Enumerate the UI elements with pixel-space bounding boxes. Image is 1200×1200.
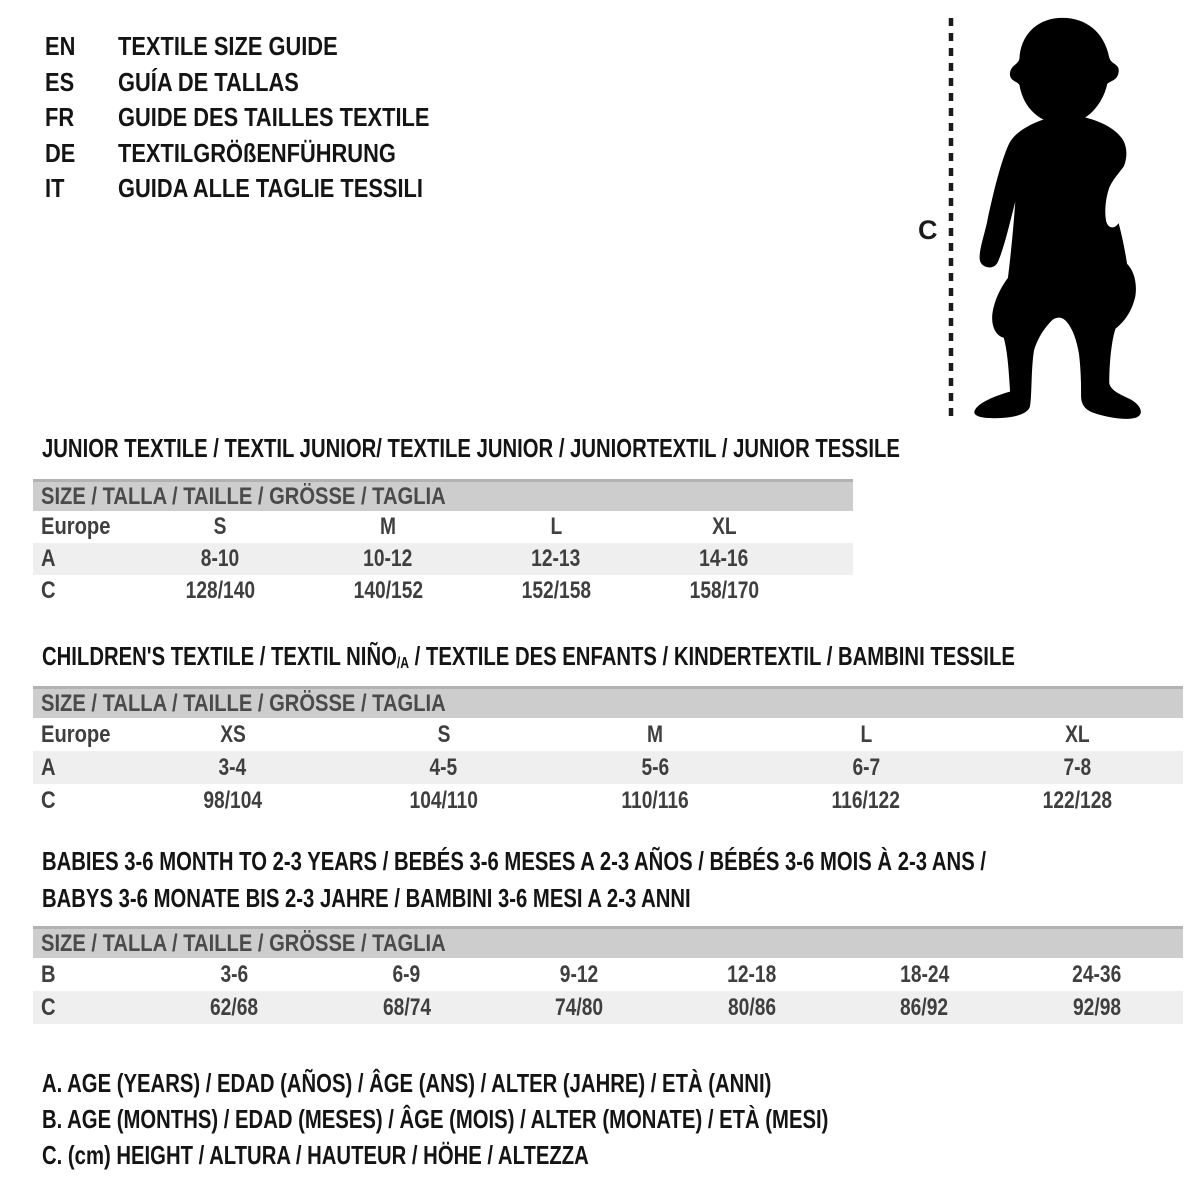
children-table-header: SIZE / TALLA / TAILLE / GRÖSSE / TAGLIA	[33, 686, 1183, 718]
children-size-table	[33, 686, 1183, 817]
babies-section-title: BABIES 3-6 MONTH TO 2-3 YEARS / BEBÉS 3-6 MESES A 2-3 AÑOS / BÉBÉS 3-6 MOIS À 2-3 ANS / BABYS 3-6 MONATE BIS 2-3 JAHRE / BAMBINI 3-6 MESI A 2-3 ANNI	[42, 846, 986, 913]
children-row-c: C 98/104 104/110 110/116 116/122 122/128	[41, 787, 1113, 814]
nino-a-subscript: /A	[396, 654, 410, 672]
babies-row-b: B 3-6 6-9 9-12 12-18 18-24 24-36	[41, 961, 1122, 988]
language-title-block	[45, 29, 489, 207]
lang-title-fr: GUIDE DES TAILLES TEXTILE	[118, 102, 430, 133]
footnote-a: A. AGE (YEARS) / EDAD (AÑOS) / ÂGE (ANS) / ALTER (JAHRE) / ETÀ (ANNI)	[42, 1068, 772, 1098]
lang-row-de	[45, 136, 489, 172]
lang-row-es	[45, 65, 489, 101]
lang-row-en	[45, 29, 489, 65]
children-row-europe: Europe XS S M L XL	[41, 721, 1090, 748]
lang-code-it: IT	[45, 173, 65, 204]
toddler-silhouette-icon	[962, 14, 1150, 420]
lang-code-es: ES	[45, 66, 75, 97]
footnote-b: B. AGE (MONTHS) / EDAD (MESES) / ÂGE (MOIS) / ALTER (MONATE) / ETÀ (MESI)	[42, 1104, 829, 1134]
footnotes-block	[42, 1065, 1050, 1173]
footnote-c: C. (cm) HEIGHT / ALTURA / HAUTEUR / HÖHE / ALTEZZA	[42, 1140, 589, 1170]
babies-size-table	[33, 926, 1183, 1024]
lang-code-en: EN	[45, 31, 76, 62]
junior-section-title: JUNIOR TEXTILE / TEXTIL JUNIOR/ TEXTILE JUNIOR / JUNIORTEXTIL / JUNIOR TESSILE	[42, 433, 900, 463]
junior-row-europe: Europe S M L XL	[41, 513, 737, 540]
lang-title-en: TEXTILE SIZE GUIDE	[118, 31, 338, 62]
lang-title-it: GUIDA ALLE TAGLIE TESSILI	[118, 173, 423, 204]
lang-title-de: TEXTILGRÖßENFÜHRUNG	[118, 137, 396, 168]
lang-row-it	[45, 171, 489, 207]
babies-row-c: C 62/68 68/74 74/80 80/86 86/92 92/98	[33, 991, 1183, 1024]
junior-size-table	[33, 479, 853, 607]
children-row-a: A 3-4 4-5 5-6 6-7 7-8	[33, 751, 1183, 784]
junior-table-header: SIZE / TALLA / TAILLE / GRÖSSE / TAGLIA	[33, 479, 853, 511]
babies-table-header: SIZE / TALLA / TAILLE / GRÖSSE / TAGLIA	[33, 926, 1183, 958]
children-section-title: CHILDREN'S TEXTILE / TEXTIL NIÑO/A / TEXTILE DES ENFANTS / KINDERTEXTIL / BAMBINI TESSILE	[42, 641, 1015, 672]
lang-row-fr	[45, 100, 489, 136]
lang-code-fr: FR	[45, 102, 75, 133]
lang-title-es: GUÍA DE TALLAS	[118, 66, 299, 97]
height-dotted-line-icon	[946, 16, 956, 420]
junior-row-c: C 128/140 140/152 152/158 158/170	[41, 577, 759, 604]
junior-row-a: A 8-10 10-12 12-13 14-16	[33, 543, 853, 575]
lang-code-de: DE	[45, 137, 76, 168]
measure-c-label: C	[918, 215, 938, 245]
